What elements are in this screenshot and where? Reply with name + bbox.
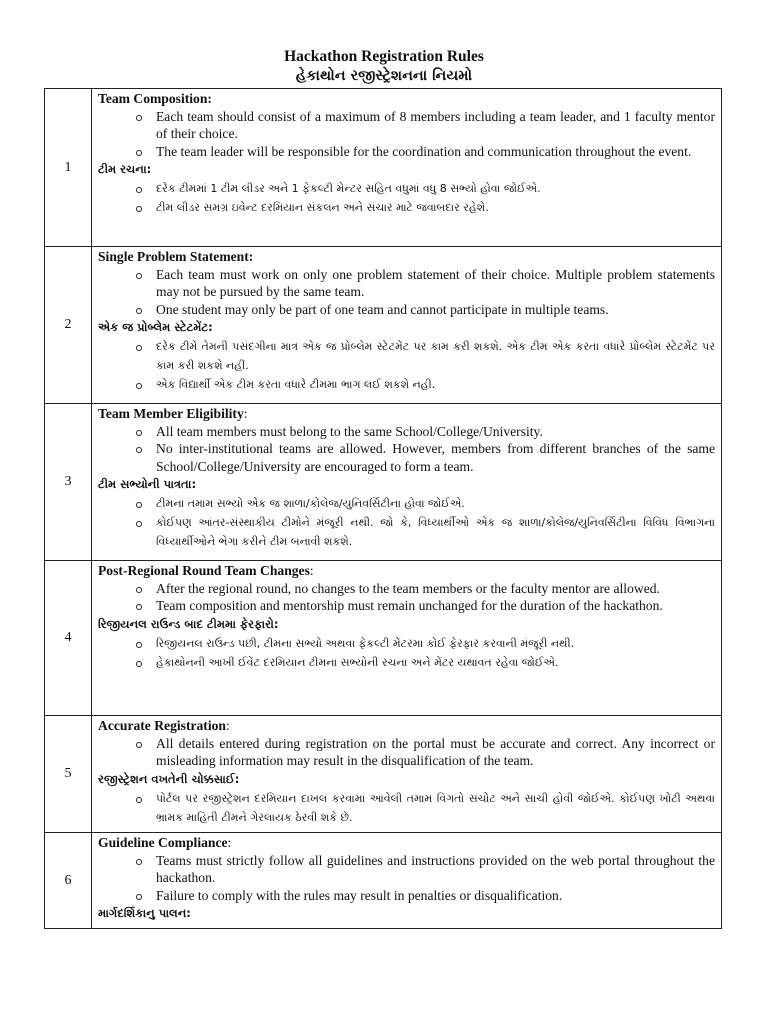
rule-heading-english — [98, 248, 715, 266]
rule-item-english: Each team should consist of a maximum of 8 members including a team leader, and 1 faculty mentor of their choice. — [98, 108, 715, 143]
rule-heading-text: Guideline Compliance — [98, 835, 228, 850]
rule-list-gujarati — [98, 634, 715, 672]
rule-item-english: One student may only be part of one team and cannot participate in multiple teams. — [98, 301, 715, 319]
rule-item-gujarati: ટીમ લીડર સમગ્ર ઇવેન્ટ દરમિયાન સંકલન અને સંચાર માટે જવાબદાર રહેશે. — [98, 198, 715, 217]
document-header — [0, 48, 768, 86]
rule-content — [92, 89, 722, 247]
rule-heading-colon: : — [225, 718, 230, 733]
document-title: Hackathon Registration Rules — [284, 48, 484, 65]
rule-item-gujarati: રિજીયનલ રાઉન્ડ પછી, ટીમના સભ્યો અથવા ફેકલ્ટી મેંટરમા કોઈ ફેરફાર કરવાની મંજૂરી નથી. — [98, 634, 715, 653]
rule-item-english: Teams must strictly follow all guidelines and instructions provided on the web portal throughout the hackathon. — [98, 852, 715, 887]
rule-list-english — [98, 735, 715, 770]
rule-heading-english — [98, 405, 715, 423]
rule-list-english — [98, 423, 715, 476]
rule-heading-text: Accurate Registration — [98, 718, 226, 733]
rule-heading-gujarati: ટીમ સભ્યોની પાત્રતા: — [98, 477, 197, 491]
rule-content — [92, 561, 722, 716]
rule-item-gujarati: દરેક ટીમમાં 1 ટીમ લીડર અને 1 ફેકલ્ટી મેન્ટર સહિત વધુમાં વધુ 8 સભ્યો હોવા જોઈએ. — [98, 179, 715, 198]
rule-number: 4 — [45, 561, 92, 716]
rule-heading-gujarati: માર્ગદર્શિકાનુ પાલન: — [98, 906, 191, 920]
rule-heading-colon: : — [227, 835, 232, 850]
rule-list-english — [98, 580, 715, 615]
rules-table — [44, 88, 722, 929]
rule-heading-gujarati: ટીમ રચના: — [98, 162, 152, 176]
rule-content — [92, 404, 722, 561]
rule-row — [45, 561, 722, 716]
rule-row — [45, 833, 722, 929]
rule-item-english: Each team must work on only one problem statement of their choice. Multiple problem statements may not be pursued by the same team. — [98, 266, 715, 301]
rule-item-gujarati: કોઈપણ આંતર-સંસ્થાકીય ટીમોને મંજૂરી નથી. જો કે, વિધ્યાર્થીઓ એક જ શાળા/કોલેજ/યુનિવર્સિટીના વિવિધ વિભાગના વિધ્યાર્થીઓને ભેગા કરીને ટીમ બનાવી શકશે. — [98, 513, 715, 551]
rule-heading-gujarati: એક જ પ્રોબ્લેમ સ્ટેટમેંટ: — [98, 320, 213, 334]
rule-item-english: Team composition and mentorship must remain unchanged for the duration of the hackathon. — [98, 597, 715, 615]
rule-item-english: The team leader will be responsible for the coordination and communication throughout the event. — [98, 143, 715, 161]
rule-list-english — [98, 852, 715, 905]
rule-heading-text: Post-Regional Round Team Changes — [98, 563, 310, 578]
rule-list-gujarati — [98, 337, 715, 394]
rule-number: 6 — [45, 833, 92, 929]
rule-item-gujarati: દરેક ટીમે તેમની પસંદગીના માત્ર એક જ પ્રોબ્લેમ સ્ટેટમેંટ પર કામ કરી શકશે. એક ટીમ એક કરતા વધારે પ્રોબ્લેમ સ્ટેટમેંટ પર કામ કરી શકશે નહીં. — [98, 337, 715, 375]
rule-item-english: Failure to comply with the rules may result in penalties or disqualification. — [98, 887, 715, 905]
rule-row — [45, 89, 722, 247]
rule-content — [92, 247, 722, 404]
rule-item-english: After the regional round, no changes to the team members or the faculty mentor are allowed. — [98, 580, 715, 598]
rule-list-gujarati — [98, 179, 715, 217]
rule-heading-english — [98, 834, 715, 852]
rule-list-english — [98, 108, 715, 161]
rule-heading-text: Team Member Eligibility — [98, 406, 244, 421]
rule-list-english — [98, 266, 715, 319]
rule-item-gujarati: હેકાથોનની આખી ઈવેંટ દરમિયાન ટીમના સભ્યોની રચના અને મેંટર યથાવત રહેવા જોઈએ. — [98, 653, 715, 672]
rule-heading-colon: : — [243, 406, 248, 421]
rule-heading-text: Single Problem Statement: — [98, 249, 254, 264]
rule-list-gujarati — [98, 494, 715, 551]
rule-content — [92, 833, 722, 929]
rule-item-gujarati: ટીમના તમામ સભ્યો એક જ શાળા/કોલેજ/યુનિવર્સિટીના હોવા જોઈએ. — [98, 494, 715, 513]
document-title-gujarati: હેકાથોન રજીસ્ટ્રેશનના નિયમો — [295, 68, 473, 84]
rule-heading-text: Team Composition: — [98, 91, 212, 106]
rule-item-gujarati: એક વિદ્યાર્થી એક ટીમ કરતા વધારે ટીમમા ભાગ લઈ શકશે નહી. — [98, 375, 715, 394]
rule-row — [45, 404, 722, 561]
rule-heading-english — [98, 90, 715, 108]
rule-row — [45, 247, 722, 404]
rule-item-english: All details entered during registration on the portal must be accurate and correct. Any incorrect or misleading information may result in the disqualification of the team. — [98, 735, 715, 770]
rule-content — [92, 716, 722, 833]
rule-number: 5 — [45, 716, 92, 833]
rule-list-gujarati — [98, 789, 715, 827]
rule-heading-colon: : — [309, 563, 314, 578]
rule-heading-english — [98, 562, 715, 580]
rule-heading-gujarati: રજીસ્ટ્રેશન વખતેની ચોક્કસાઈ: — [98, 771, 240, 786]
rule-number: 1 — [45, 89, 92, 247]
rule-item-english: No inter-institutional teams are allowed. However, members from different branches of the same School/College/University are encouraged to form a team. — [98, 440, 715, 475]
rule-number: 3 — [45, 404, 92, 561]
rule-row — [45, 716, 722, 833]
rule-item-english: All team members must belong to the same School/College/University. — [98, 423, 715, 441]
rule-number: 2 — [45, 247, 92, 404]
rule-heading-english — [98, 717, 715, 735]
rule-item-gujarati: પોર્ટલ પર રજીસ્ટ્રેશન દરમિયાન દાખલ કરવામાં આવેલી તમામ વિગતો સચોટ અને સાચી હોવી જોઈએ. કોઈપણ ખોટી અથવા ભ્રામક માહિતી ટીમને ગેરલાયક ઠેરવી શકે છે. — [98, 789, 715, 827]
rule-heading-gujarati: રિજીયનલ રાઉન્ડ બાદ ટીમમા ફેરફારો: — [98, 616, 279, 631]
